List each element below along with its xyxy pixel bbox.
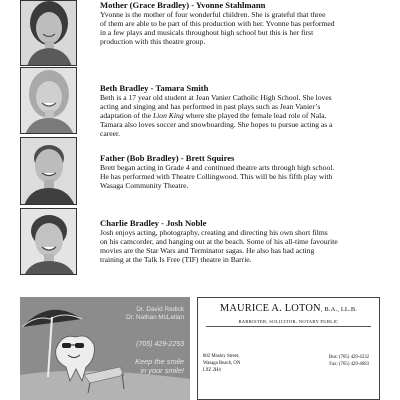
dental-doctors [126, 306, 184, 321]
lawyer-name [198, 303, 379, 314]
cast-heading: Beth Bradley - Tamara Smith [100, 83, 209, 93]
lawyer-title: BARRISTER, SOLICITOR, NOTARY PUBLIC [238, 319, 339, 324]
lawyer-name-text: MAURICE A. LOTON [219, 303, 321, 314]
bio-line: Brett began acting in Grade 4 and continued theatre arts through high school. [100, 163, 335, 172]
bio-line: acting and singing and has performed in past plays such as Jean Vanier’s [100, 102, 321, 112]
bio-line: of them are able to be part of this production with her. Yvonne has performed [100, 19, 335, 29]
doctor-name: Dr. David Redick [136, 306, 184, 313]
bio-line: production with this theatre group. [100, 37, 206, 47]
dental-ad [20, 297, 190, 400]
bio-line: training at the Talk Is Free (TIF) theatre in Barrie. [100, 255, 252, 265]
cast-heading: Charlie Bradley - Josh Noble [100, 218, 207, 228]
bio-line: Josh enjoys acting, photography, creating and directing his own short films [100, 228, 328, 237]
address-line: Wasaga Beach, ON [203, 361, 241, 366]
slogan-line: Keep the smile [135, 357, 184, 366]
dental-phone: (705) 429-2253 [136, 341, 184, 348]
bio-line: in a few plays and musicals throughout high school but this is her first [100, 28, 314, 38]
cast-photo [20, 137, 77, 205]
cast-bio [100, 10, 390, 46]
divider [206, 326, 371, 327]
bio-line: He has performed with Theatre Collingwood. This will be his fifth play with [100, 172, 333, 182]
slogan-line: in your smile! [140, 365, 184, 375]
cast-photo [20, 0, 77, 66]
cast-heading: Father (Bob Bradley) - Brett Squires [100, 153, 235, 163]
cast-bio [100, 163, 390, 190]
bio-line-after-italic: where she played the female lead role of Nala. [183, 111, 327, 121]
cast-bio [100, 93, 390, 138]
bio-line: Tamara also loves soccer and snowboarding. She hopes to pursue acting as a [100, 120, 333, 130]
lawyer-address [203, 353, 240, 374]
cast-bio [100, 228, 390, 264]
doctor-name: Dr. Nathan McLellan [126, 313, 184, 321]
bio-line: Beth is a 17 year old student at Jean Vanier Catholic High School. She loves [100, 93, 332, 102]
bio-line: movies are the Star Wars and Terminator sagas. He also has had acting [100, 246, 315, 256]
bio-line-before-italic: adaptation of the [100, 111, 153, 121]
address-line: L9Z 2H4 [203, 368, 221, 373]
dental-slogan [135, 358, 184, 375]
cast-heading: Mother (Grace Bradley) - Yvonne Stahlmann [100, 0, 266, 10]
cast-photo [20, 67, 77, 134]
address-line: 802 Mosley Street, [203, 354, 240, 359]
lawyer-phone [329, 354, 369, 368]
phone-line: Fax: (705) 429-4683 [329, 362, 369, 367]
show-title: Lion King [152, 111, 184, 121]
bio-line: Wasaga Community Theatre. [100, 181, 189, 191]
bio-line: on his camcorder, and hanging out at the beach. Some of his all-time favourite [100, 237, 338, 247]
lawyer-ad [197, 297, 380, 400]
cast-photo [20, 208, 77, 275]
bio-line: Yvonne is the mother of four wonderful children. She is grateful that three [100, 10, 326, 19]
lawyer-credentials: , B.A., LL.B. [320, 306, 358, 313]
phone-line: Bus: (705) 429-4332 [329, 355, 369, 360]
bio-line: career. [100, 129, 121, 139]
